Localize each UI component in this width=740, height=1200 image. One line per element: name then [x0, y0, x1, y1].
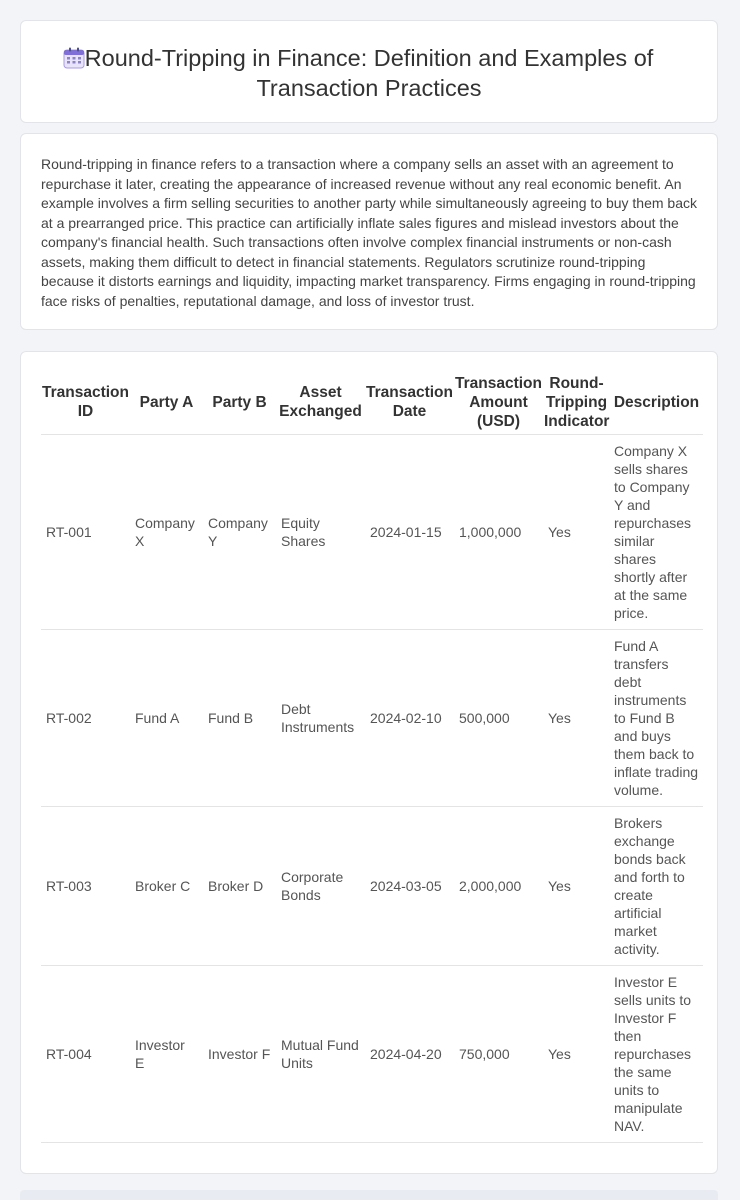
cell-party-a: Fund A	[130, 630, 203, 807]
cell-transaction-id: RT-002	[41, 630, 130, 807]
cell-date: 2024-01-15	[365, 435, 454, 630]
header-asset-exchanged: Asset Exchanged	[276, 370, 365, 435]
page-title: Round-Tripping in Finance: Definition and Examples of Transaction Practices	[84, 45, 654, 101]
cell-transaction-id: RT-003	[41, 807, 130, 966]
table-header-row	[41, 370, 703, 435]
cell-indicator: Yes	[543, 435, 610, 630]
table-row	[41, 435, 703, 630]
cell-date: 2024-03-05	[365, 807, 454, 966]
cell-asset: Mutual Fund Units	[276, 966, 365, 1143]
cell-date: 2024-02-10	[365, 630, 454, 807]
table-row	[41, 966, 703, 1143]
cell-indicator: Yes	[543, 966, 610, 1143]
cell-party-b: Investor F	[203, 966, 276, 1143]
cell-date: 2024-04-20	[365, 966, 454, 1143]
header-transaction-amount: Transaction Amount (USD)	[454, 370, 543, 435]
table-card	[20, 351, 718, 1174]
cell-amount: 500,000	[454, 630, 543, 807]
transactions-table	[41, 370, 703, 1143]
cell-party-b: Broker D	[203, 807, 276, 966]
cell-description: Company X sells shares to Company Y and repurchases similar shares shortly after at the same price.	[610, 435, 703, 630]
cell-description: Fund A transfers debt instruments to Fund B and buys them back to inflate trading volume.	[610, 630, 703, 807]
header-party-a: Party A	[130, 370, 203, 435]
cell-party-b: Fund B	[203, 630, 276, 807]
cell-party-a: Company X	[130, 435, 203, 630]
intro-paragraph: Round-tripping in finance refers to a transaction where a company sells an asset with an agreement to repurchase it later, creating the appearance of increased revenue without any real economic benefit. An example involves a firm selling securities to another party while simultaneously agreeing to buy them back at a prearranged price. This practice can artificially inflate sales figures and mislead investors about the company's financial health. Such transactions often involve complex financial instruments or non-cash assets, making them difficult to detect in financial statements. Regulators scrutinize round-tripping because it distorts earnings and liquidity, impacting market transparency. Firms engaging in round-tripping face risks of penalties, reputational damage, and loss of investor trust.	[41, 156, 697, 309]
table-row	[41, 807, 703, 966]
cell-indicator: Yes	[543, 630, 610, 807]
cell-transaction-id: RT-001	[41, 435, 130, 630]
cell-party-b: Company Y	[203, 435, 276, 630]
cell-asset: Debt Instruments	[276, 630, 365, 807]
footer-bar	[20, 1190, 718, 1200]
cell-party-a: Investor E	[130, 966, 203, 1143]
cell-indicator: Yes	[543, 807, 610, 966]
header-card	[20, 20, 718, 123]
cell-party-a: Broker C	[130, 807, 203, 966]
cell-amount: 750,000	[454, 966, 543, 1143]
cell-description: Brokers exchange bonds back and forth to create artificial market activity.	[610, 807, 703, 966]
header-description: Description	[610, 370, 703, 435]
intro-card	[20, 133, 718, 330]
header-round-tripping-indicator: Round-Tripping Indicator	[543, 370, 610, 435]
cell-description: Investor E sells units to Investor F then repurchases the same units to manipulate NAV.	[610, 966, 703, 1143]
header-party-b: Party B	[203, 370, 276, 435]
header-transaction-id: Transaction ID	[41, 370, 130, 435]
header-transaction-date: Transaction Date	[365, 370, 454, 435]
cell-asset: Equity Shares	[276, 435, 365, 630]
cell-asset: Corporate Bonds	[276, 807, 365, 966]
table-row	[41, 630, 703, 807]
cell-amount: 1,000,000	[454, 435, 543, 630]
cell-amount: 2,000,000	[454, 807, 543, 966]
cell-transaction-id: RT-004	[41, 966, 130, 1143]
